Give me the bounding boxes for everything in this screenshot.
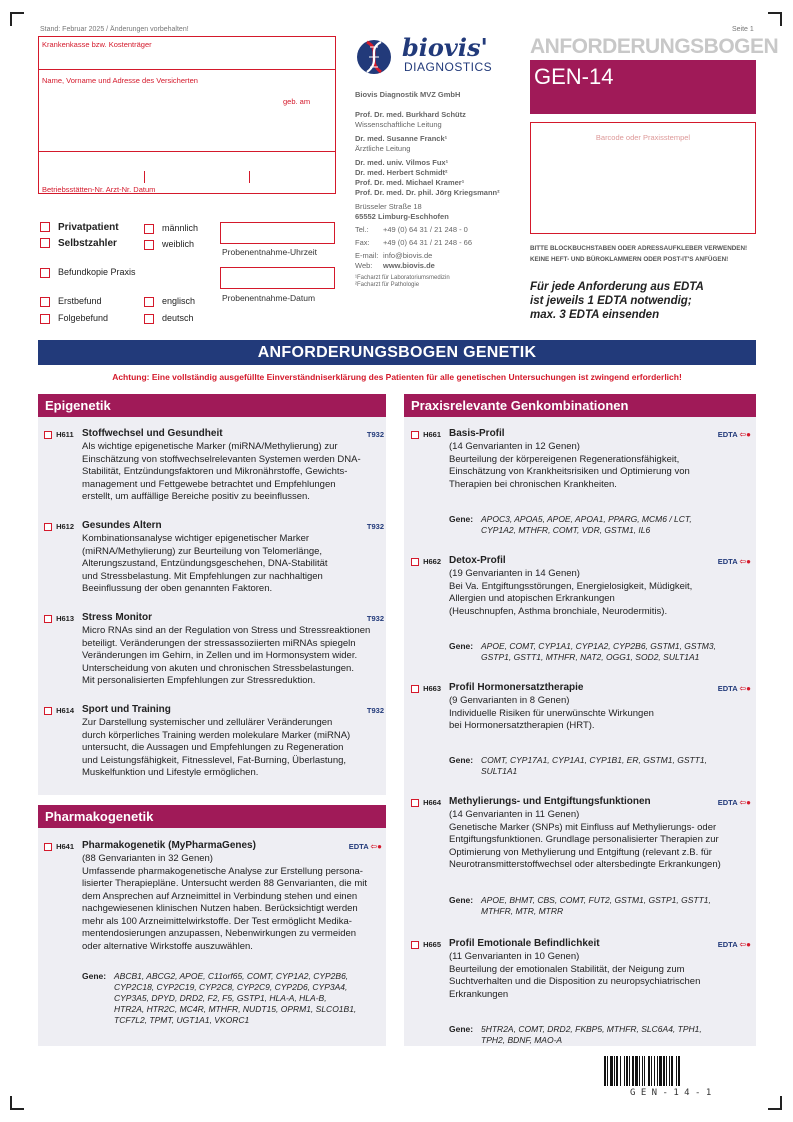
test-checkbox[interactable] [411, 431, 419, 439]
description-line: und Stressbelastung. Mit Empfehlungen zur nachhaltigen [82, 570, 323, 582]
test-checkbox[interactable] [411, 558, 419, 566]
sample-date-label: Probenentnahme-Datum [222, 293, 316, 303]
description-line: lisierter Therapiepläne. Untersucht werden 88 Genvarianten, die mit [82, 878, 367, 889]
sample-time-label: Probenentnahme-Uhrzeit [222, 247, 317, 257]
person-4: Dr. med. Herbert Schmidt² [355, 168, 448, 177]
test-sub: (14 Genvarianten in 11 Genen) [449, 809, 580, 820]
gene-label: Gene: [449, 895, 474, 905]
description-line: beteiligt. Veränderungen der stressassoziierten miRNAs spiegeln [82, 637, 356, 649]
gene-line: SULT1A1 [481, 766, 518, 776]
web-link[interactable]: www.biovis.de [383, 261, 435, 270]
test-description [449, 568, 749, 618]
english-option[interactable]: englisch [144, 296, 195, 307]
test-tag [718, 683, 751, 696]
form-code-box [530, 60, 756, 114]
gene-line: MTHFR, MTR, MTRR [481, 906, 564, 916]
test-sub: (9 Genvarianten in 8 Genen) [449, 695, 570, 706]
private-checkbox[interactable] [40, 222, 50, 232]
test-code: H611 [56, 430, 74, 439]
copy-option[interactable]: Befundkopie Praxis [40, 267, 136, 278]
tag-label: EDTA [717, 430, 738, 439]
ids-label: Betriebsstätten-Nr. Arzt-Nr. Datum [42, 185, 156, 194]
male-option[interactable]: männlich [144, 223, 198, 234]
person-5: Prof. Dr. med. Michael Kramer¹ [355, 178, 465, 187]
section-pharma-title: Pharmakogenetik [45, 809, 154, 824]
test-description [82, 853, 382, 953]
test-title: Profil Emotionale Befindlichkeit [449, 938, 600, 949]
caps-note-2: KEINE HEFT- UND BÜROKLAMMERN ODER POST-IT'S ANFÜGEN! [530, 256, 729, 263]
barcode-label: Barcode oder Praxisstempel [595, 133, 691, 142]
gene-list [82, 971, 356, 1026]
test-code: H664 [423, 798, 442, 807]
gene-line: TCF7L2, TPMT, UGT1A1, VKORC1 [114, 1015, 250, 1025]
section-epigenetik-title: Epigenetik [45, 398, 111, 413]
logo-name: biovis' [402, 33, 488, 62]
warning-text: Achtung: Eine vollständig ausgefüllte Einverständniserklärung des Patienten für alle genetischen Untersuchungen ist zwingend erforderlich! [112, 372, 682, 382]
gene-line: APOC3, APOA5, APOE, APOA1, PPARG, MCM6 / LCT, [481, 514, 692, 524]
test-description [82, 625, 382, 688]
city: 65552 Limburg-Eschhofen [355, 212, 449, 221]
gene-label: Gene: [82, 971, 107, 981]
crop-mark-top-right [768, 12, 782, 26]
description-line: Therapien bei chronischen Krankheiten. [449, 478, 617, 490]
test-checkbox[interactable] [411, 941, 419, 949]
female-option[interactable]: weiblich [144, 239, 194, 250]
description-line: Beurteilung der körpereigenen Regenerationsfähigkeit, [449, 453, 680, 465]
person-1-role: Wissenschaftliche Leitung [355, 120, 442, 129]
description-line: Entgiftungsfunktionen. Grundlage personalisierter Therapien zur [449, 834, 719, 845]
section-epigenetik-header [38, 394, 386, 417]
person-2-role: Ärztliche Leitung [355, 144, 411, 153]
tube-icon: ⇦● [739, 684, 751, 693]
barcode-bar [680, 1056, 681, 1086]
gene-line: APOE, BHMT, CBS, COMT, FUT2, GSTM1, GSTP1, GSTT1, [481, 895, 711, 905]
description-line: dem Ansprechen auf Arzneimittel in Verbindung stehen und einen [82, 890, 358, 902]
insurer-label: Krankenkasse bzw. Kostenträger [42, 40, 152, 49]
gene-line: APOE, COMT, CYP1A1, CYP1A2, CYP2B6, GSTM1, GSTM3, [481, 641, 716, 651]
tag-label: T932 [366, 522, 384, 531]
test-code: H662 [423, 557, 442, 566]
test-description [82, 441, 382, 504]
test-checkbox[interactable] [411, 685, 419, 693]
description-line: Bei Va. Entgiftungsstörungen, Energielosigkeit, Müdigkeit, [449, 580, 693, 592]
logo-sub: DIAGNOSTICS [404, 60, 493, 74]
test-select[interactable] [411, 939, 441, 952]
test-tag [718, 429, 751, 442]
description-line: erstellt, um auffällige Bereiche positiv zu beeinflussen. [82, 491, 310, 502]
description-line: Erkrankungen [449, 988, 509, 1000]
gene-line: CYP3A5, DPYD, DRD2, F2, F5, GSTP1, HLA-A, HLA-B, [114, 993, 327, 1003]
test-title: Basis-Profil [449, 428, 505, 439]
tube-icon: ⇦● [370, 842, 382, 851]
test-title: Gesundes Altern [82, 520, 162, 531]
test-sub: (19 Genvarianten in 14 Genen) [449, 568, 580, 579]
section-genkomb-title: Praxisrelevante Genkombinationen [411, 398, 629, 413]
test-title: Methylierungs- und Entgiftungsfunktionen [449, 796, 651, 807]
description-line: Beurteilung der emotionalen Stabilität, der Neigung zum [449, 963, 685, 975]
person-2: Dr. med. Susanne Franck¹ [355, 134, 448, 143]
name-label: Name, Vorname und Adresse des Versicherten [42, 76, 198, 85]
form-code: GEN-14 [534, 64, 614, 89]
street: Brüsseler Straße 18 [355, 202, 422, 211]
test-code: H614 [56, 706, 75, 715]
tel: +49 (0) 64 31 / 21 248 - 0 [383, 225, 468, 234]
test-select[interactable] [44, 429, 74, 442]
tag-label: EDTA [717, 557, 738, 566]
name-field[interactable] [41, 87, 333, 151]
test-select[interactable] [411, 683, 441, 696]
gene-list [449, 514, 692, 536]
test-title: Stoffwechsel und Gesundheit [82, 428, 223, 439]
test-code: H665 [423, 940, 442, 949]
test-sub: (88 Genvarianten in 32 Genen) [82, 853, 213, 864]
description-line: durch körperliches Training werden molekulare Marker (miRNA) [82, 729, 351, 741]
test-select[interactable] [411, 797, 441, 810]
dna-logo-icon [356, 35, 396, 79]
lab-info [355, 90, 500, 289]
description-line: Stabilität, Entzündungsfaktoren und Mikronährstoffe, Gewichts- [82, 466, 348, 477]
edta-tag: EDTA [348, 842, 369, 851]
test-title: Stress Monitor [82, 612, 153, 623]
test-item-h641 [44, 840, 384, 1040]
test-description [82, 533, 382, 596]
tube-icon: ⇦● [739, 557, 751, 566]
test-tag [349, 841, 382, 854]
test-tag [367, 521, 384, 534]
crop-mark-top-left [10, 12, 24, 26]
form-barcode [604, 1056, 752, 1086]
follow-finding-option[interactable]: Folgebefund [40, 313, 108, 324]
copy-checkbox[interactable] [40, 268, 50, 278]
test-title: Sport und Training [82, 704, 171, 715]
test-tag [718, 556, 751, 569]
test-checkbox[interactable] [44, 523, 52, 531]
test-select[interactable] [44, 613, 74, 626]
follow-finding-checkbox[interactable] [40, 314, 50, 324]
german-option[interactable]: deutsch [144, 313, 194, 324]
english-checkbox[interactable] [144, 297, 154, 307]
tag-label: EDTA [717, 684, 738, 693]
test-checkbox[interactable] [411, 799, 419, 807]
tag-label: T932 [366, 706, 384, 715]
female-checkbox[interactable] [144, 240, 154, 250]
description-line: und Leistungsfähigkeit, Fitnesslevel, Fat-Burning, Überlastung, [82, 754, 347, 766]
gene-line: GSTP1, GSTT1, MTHFR, NAT2, OGG1, SOD2, SULT1A1 [481, 652, 700, 662]
test-select-h641[interactable] [44, 841, 74, 854]
description-line: Allergien und atopischen Erkrankungen [449, 593, 615, 604]
dob-label: geb. am [283, 97, 311, 106]
mail-label: E-mail: [355, 251, 379, 260]
edta-note [530, 280, 704, 322]
description-line: Unterscheidung von akuten und chronischen Stressbelastungen. [82, 662, 354, 674]
fax: +49 (0) 64 31 / 21 248 - 66 [383, 238, 473, 247]
description-line: nachgewiesenen klinischen Nutzen haben. Berücksichtigt werden [82, 903, 358, 914]
test-title: Profil Hormonersatztherapie [449, 682, 584, 693]
description-line: bei Hormonersatztherapien (HRT). [449, 720, 595, 731]
description-line: oder alternative Wirkstoffe auszuwählen. [82, 940, 253, 952]
patient-box [38, 36, 336, 194]
description-line: Einschätzung von Krankheitsrisiken und Optimierung von [449, 466, 690, 477]
german-checkbox[interactable] [144, 314, 154, 324]
test-description [449, 951, 749, 1001]
test-tag [367, 613, 384, 626]
gene-line: TPH2, BDNF, MAO-A [481, 1035, 563, 1045]
test-code: H613 [56, 614, 75, 623]
gene-label: Gene: [449, 514, 474, 524]
description-line: Genetische Marker (SNPs) mit Einfluss auf Methylierungs- oder [449, 821, 717, 833]
gene-list [449, 895, 711, 917]
tube-icon: ⇦● [739, 940, 751, 949]
gene-list [449, 641, 716, 663]
description-line: mehr als 100 Arzneimittelwirkstoffe. Der Test ermöglicht Medika- [82, 915, 352, 927]
sample-date-field[interactable] [220, 267, 335, 289]
test-sub: (11 Genvarianten in 10 Genen) [449, 951, 580, 962]
caps-note-1: BITTE BLOCKBUCHSTABEN ODER ADRESSAUFKLEBER VERWENDEN! [530, 245, 748, 252]
description-line: Kombinationsanalyse wichtiger epigenetischer Marker [82, 533, 310, 544]
sample-time-field[interactable] [220, 222, 335, 244]
description-line: untersucht, die Aussagen und Empfehlungen zu Regeneration [82, 742, 344, 753]
gene-line: CYP2C18, CYP2C19, CYP2C8, CYP2C9, CYP2D6, CYP3A4, [114, 982, 348, 992]
tag-label: EDTA [717, 940, 738, 949]
test-checkbox[interactable] [44, 615, 52, 623]
stand-note: Stand: Februar 2025 / Änderungen vorbehalten! [40, 26, 189, 33]
description-line: Zur Darstellung systemischer und zellulärer Veränderungen [82, 717, 333, 728]
gene-line: COMT, CYP17A1, CYP1A1, CYP1B1, ER, GSTM1, GSTT1, [481, 755, 707, 765]
test-title: Pharmakogenetik (MyPharmaGenes) [82, 840, 256, 851]
description-line: Einschätzung von stoffwechselrelevanten Systemen werden DNA- [82, 453, 361, 465]
test-tag [367, 705, 384, 718]
test-checkbox-h641[interactable] [44, 843, 52, 851]
description-line: management und Fettgewebe betrachtet und Empfehlungen [82, 478, 336, 490]
section-pharma-header [38, 805, 386, 828]
fax-label: Fax: [355, 238, 370, 247]
company-name: Biovis Diagnostik MVZ GmbH [355, 90, 461, 99]
test-checkbox[interactable] [44, 707, 52, 715]
test-description [82, 717, 382, 780]
test-select[interactable] [44, 705, 74, 718]
test-description [449, 695, 749, 733]
description-line: Neurotransmitterstoffwechsel oder altersbedingte Erkrankungen) [449, 859, 721, 870]
first-finding-option[interactable]: Erstbefund [40, 296, 102, 307]
test-code: H641 [56, 842, 75, 851]
crop-mark-bottom-right [768, 1096, 782, 1110]
footnote-2: ²Facharzt für Pathologie [355, 282, 420, 288]
private-option[interactable]: Privatpatient [40, 222, 119, 233]
gene-label: Gene: [449, 1024, 474, 1034]
test-select[interactable] [411, 556, 441, 569]
banner-title: ANFORDERUNGSBOGEN GENETIK [257, 344, 537, 361]
edta-note-1: Für jede Anforderung aus EDTA [530, 281, 704, 293]
description-line: (miRNA/Methylierung) zur Beurteilung von Telomerlänge, [82, 545, 323, 557]
description-line: Umfassende pharmakogenetische Analyse zur Erstellung persona- [82, 865, 363, 877]
crop-mark-bottom-left [10, 1096, 24, 1110]
gene-line: 5HTR2A, COMT, DRD2, FKBP5, MTHFR, SLC6A4, TPH1, [481, 1024, 702, 1034]
mail-link[interactable]: info@biovis.de [383, 251, 433, 260]
tel-label: Tel.: [355, 225, 369, 234]
description-line: Muskelfunktion und Lifestyle ermöglichen. [82, 767, 259, 778]
web-label: Web: [355, 261, 373, 270]
footer-code: G E N - 1 4 - 1 [630, 1088, 712, 1098]
test-tag [367, 429, 384, 442]
description-line: (Heuschnupfen, Asthma bronchiale, Neurodermitis). [449, 605, 668, 617]
tag-label: T932 [366, 430, 384, 439]
description-line: Mit personalisierten Empfehlungen zur Stressreduktion. [82, 675, 316, 686]
form-title: ANFORDERUNGSBOGEN [530, 35, 779, 58]
gene-line: CYP1A2, MTHFR, COMT, VDR, GSTM1, IL6 [481, 525, 651, 535]
description-line: Individuelle Risiken für unerwünschte Wirkungen [449, 707, 654, 719]
biovis-logo [356, 35, 516, 81]
test-select[interactable] [411, 429, 441, 442]
self-payer-checkbox[interactable] [40, 238, 50, 248]
page-number: Seite 1 [732, 26, 754, 33]
test-tag [718, 797, 751, 810]
test-sub: (14 Genvarianten in 12 Genen) [449, 441, 580, 452]
gene-list [449, 755, 707, 777]
description-line: mentendosierungen anzupassen, Nebenwirkungen zu vermeiden [82, 928, 357, 939]
test-code: H663 [423, 684, 442, 693]
first-finding-checkbox[interactable] [40, 297, 50, 307]
description-line: Beeinflussung der oben genannten Faktoren. [82, 583, 273, 594]
section-genkomb-header [404, 394, 756, 417]
description-line: Optimierung von Methylierung und Entgiftung (relevant z.B. für [449, 846, 712, 858]
test-description [449, 809, 749, 872]
male-checkbox[interactable] [144, 224, 154, 234]
person-1: Prof. Dr. med. Burkhard Schütz [355, 110, 466, 119]
gene-label: Gene: [449, 641, 474, 651]
description-line: Veränderungen im Gehirn, in Zellen und im Hormonsystem wider. [82, 650, 358, 661]
test-title: Detox-Profil [449, 555, 506, 566]
gene-line: HTR2A, HTR2C, MC4R, MTHFR, NUDT15, OPRM1, SLCO1B1, [114, 1004, 357, 1014]
description-line: Suchtverhalten und die Disposition zu neuropsychiatrischen [449, 976, 701, 987]
edta-note-2: ist jeweils 1 EDTA notwendig; [530, 295, 692, 307]
gene-list [449, 1024, 702, 1046]
description-line: Als wichtige epigenetische Marker (miRNA/Methylierung) zur [82, 441, 338, 452]
description-line: Micro RNAs sind an der Regulation von Stress und Stressreaktionen [82, 625, 371, 636]
tube-icon: ⇦● [739, 798, 751, 807]
footnote-1: ¹Facharzt für Laboratoriumsmedizin [355, 275, 450, 281]
test-tag [718, 939, 751, 952]
edta-note-3: max. 3 EDTA einsenden [530, 309, 660, 321]
banner [38, 340, 756, 365]
test-checkbox[interactable] [44, 431, 52, 439]
test-select[interactable] [44, 521, 74, 534]
tag-label: EDTA [717, 798, 738, 807]
self-payer-option[interactable]: Selbstzahler [40, 238, 117, 249]
person-3: Dr. med. univ. Vilmos Fux¹ [355, 158, 449, 167]
test-code: H612 [56, 522, 75, 531]
description-line: Alterungszustand, Entzündungsgeschehen, DNA-Stabilität [82, 558, 328, 569]
test-description [449, 441, 749, 491]
gene-line: ABCB1, ABCG2, APOE, C11orf65, COMT, CYP1A2, CYP2B6, [114, 971, 349, 981]
test-code: H661 [423, 430, 442, 439]
person-6: Prof. Dr. med. Dr. phil. Jörg Kriegsmann² [355, 188, 500, 197]
barcode-stamp-field[interactable] [530, 122, 756, 234]
gene-label: Gene: [449, 755, 474, 765]
tube-icon: ⇦● [739, 430, 751, 439]
tag-label: T932 [366, 614, 384, 623]
